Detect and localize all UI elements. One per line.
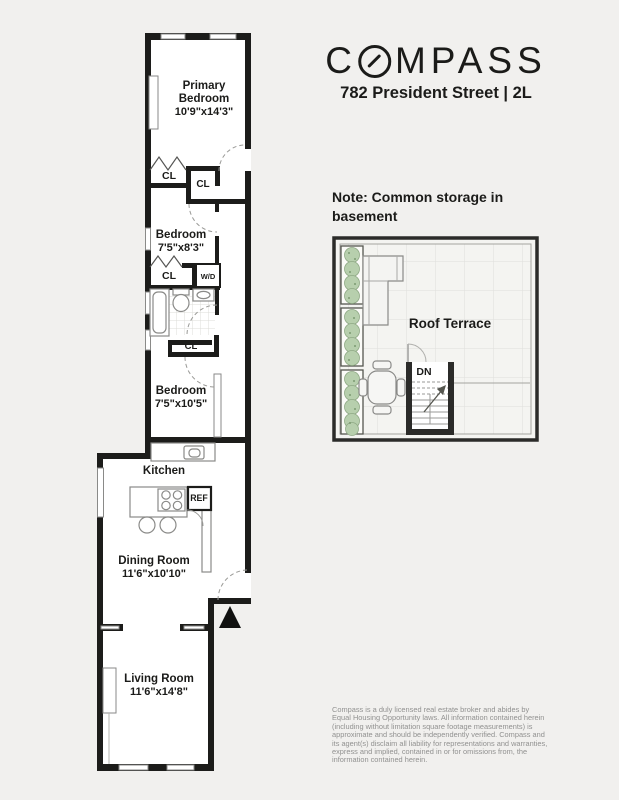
burner xyxy=(173,501,181,509)
chair-icon xyxy=(373,406,391,414)
table-icon xyxy=(368,371,396,404)
room-label-living-room: Living Room 11'6"x14'8" xyxy=(124,673,194,698)
burner xyxy=(173,491,181,499)
closet-label: CL xyxy=(162,270,176,282)
toilet-bowl-icon xyxy=(173,295,189,312)
closet-label: CL xyxy=(184,341,198,352)
room-label-kitchen: Kitchen xyxy=(142,465,186,477)
storage-note: Note: Common storage in basement xyxy=(332,189,504,224)
fridge-label: REF xyxy=(190,493,208,503)
stairs-down-label: DN xyxy=(416,366,432,378)
closet-label: CL xyxy=(196,179,210,190)
closet-label: CL xyxy=(162,170,176,182)
roof-terrace-label: Roof Terrace xyxy=(408,316,492,331)
burner xyxy=(162,491,170,499)
logo-letter-c: C xyxy=(325,40,357,81)
north-arrow-icon xyxy=(219,606,241,628)
room-label-primary-bedroom: Primary Bedroom 10'9"x14'3" xyxy=(174,80,234,118)
logo-o-icon xyxy=(358,45,391,78)
room-label-dining-room: Dining Room 11'6"x10'10" xyxy=(118,555,190,580)
chair-icon xyxy=(359,379,367,396)
washer-dryer-label: W/D xyxy=(200,272,216,281)
kitchen-counter xyxy=(151,443,215,461)
stool-icon xyxy=(160,517,176,533)
chair-icon xyxy=(373,361,391,369)
room-label-bedroom-2: Bedroom 7'5"x10'5" xyxy=(154,385,208,410)
bathtub-inner xyxy=(153,292,166,333)
logo-letters-rest: MPASS xyxy=(394,40,547,81)
room-label-bedroom-1: Bedroom 7'5"x8'3" xyxy=(155,229,207,254)
stool-icon xyxy=(139,517,155,533)
disclaimer-text: Compass is a duly licensed real estate broker and abides by Equal Housing Opportunity laws. All information contained herein (including without limitation square footage measurements) is approximate and should be independently verified. Compass and its agent(s) disclaim all liability for representations and warranties, express and implied, contained in or for omissions from, the information contained herein. xyxy=(332,705,548,765)
listing-title: 782 President Street | 2L xyxy=(340,84,532,102)
chair-icon xyxy=(397,379,405,396)
compass-logo xyxy=(325,40,547,82)
burner xyxy=(162,501,170,509)
